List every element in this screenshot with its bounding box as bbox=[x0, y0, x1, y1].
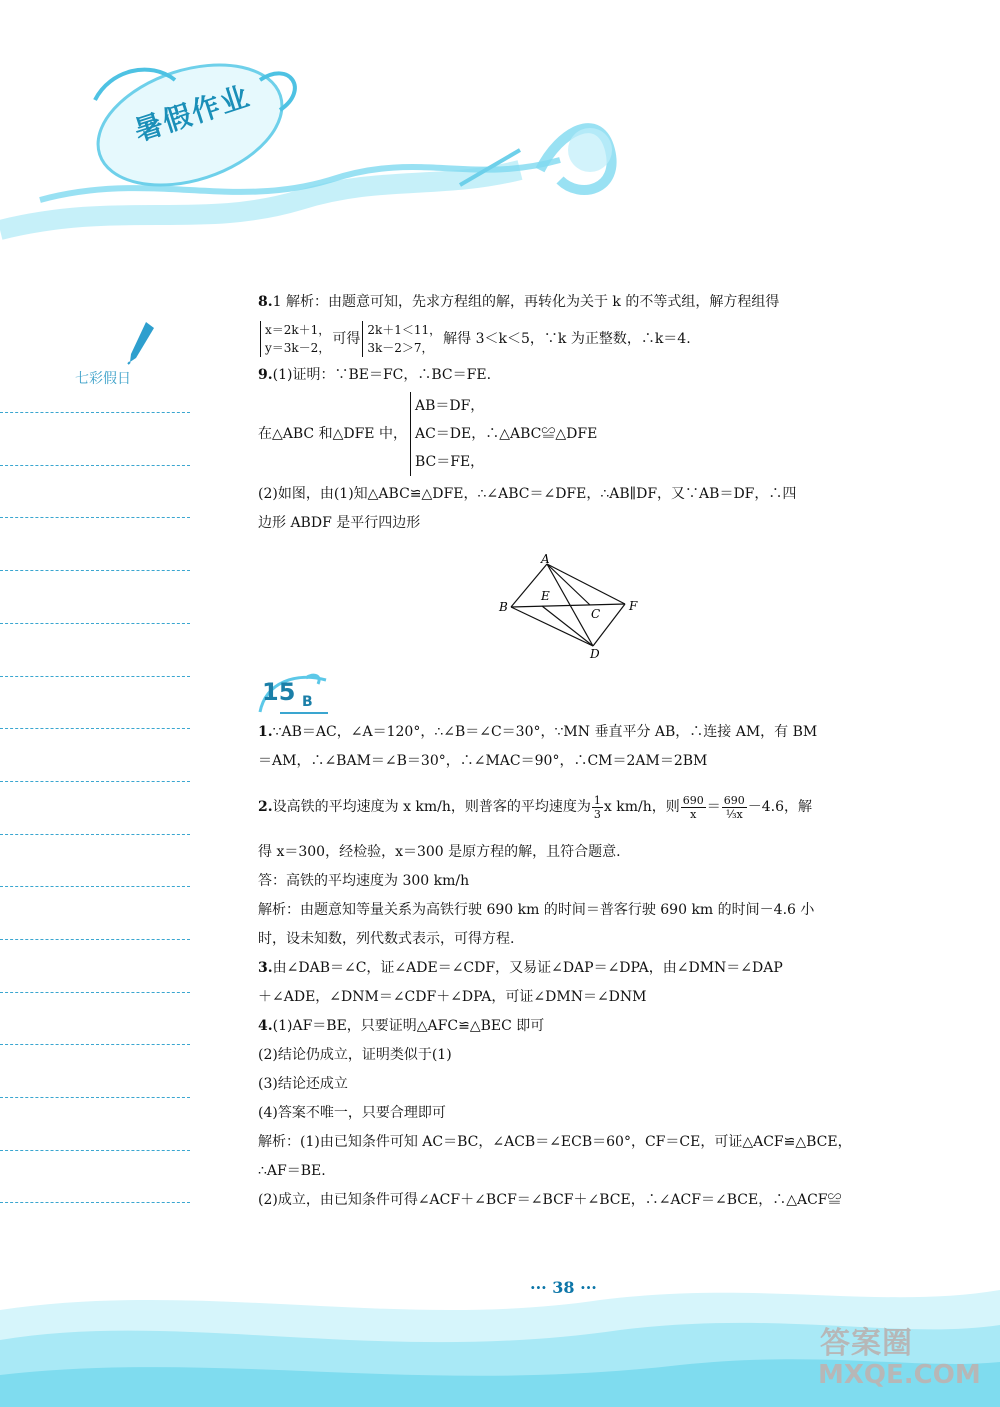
q9-part1: 9.(1)证明：∵BE＝FC，∴BC＝FE. bbox=[258, 367, 492, 383]
watermark-url: MXQE.COM bbox=[818, 1360, 981, 1390]
q8-line2: x＝2k＋1， y＝3k－2，可得2k＋1＜11， 3k－2＞7，解得 3＜k＜5，∵k 为正整数，∴k＝4. bbox=[258, 317, 886, 361]
s15-q2a: 2.设高铁的平均速度为 x km/h，则普客的平均速度为 $\frac{1}{3}$ x km/h，则 $\frac{690}{x}$ ＝ $\frac{690}{\text{⅓x}}$ －4.6，解 bbox=[258, 793, 813, 821]
note-line bbox=[0, 939, 190, 940]
sidebar-label: 七彩假日 bbox=[75, 371, 131, 387]
s15-q4c: (3)结论还成立 bbox=[258, 1076, 348, 1092]
note-line bbox=[0, 781, 190, 782]
note-line bbox=[0, 465, 190, 466]
s15-q4a: 4.(1)AF＝BE，只要证明△AFC≌△BEC 即可 bbox=[258, 1018, 545, 1034]
s15-q2b: 得 x＝300，经检验，x＝300 是原方程的解，且符合题意. bbox=[258, 844, 621, 860]
note-line bbox=[0, 570, 190, 571]
section-underline bbox=[280, 712, 328, 714]
section-15-content bbox=[258, 718, 886, 1215]
pen-icon bbox=[126, 320, 156, 365]
fraction-690-third-x: $\frac{690}{\text{⅓x}}$ bbox=[723, 793, 745, 821]
watermark-logo: 答案圈 bbox=[820, 1326, 913, 1361]
note-line bbox=[0, 728, 190, 729]
section-number: 15 bbox=[262, 678, 296, 706]
note-line bbox=[0, 992, 190, 993]
vertex-label-b: B bbox=[499, 600, 508, 614]
s15-q4d: (4)答案不唯一，只要合理即可 bbox=[258, 1105, 446, 1121]
s15-q2c: 答：高铁的平均速度为 300 km/h bbox=[258, 873, 470, 889]
note-line bbox=[0, 676, 190, 677]
q9-part2a: (2)如图，由(1)知△ABC≌△DFE，∴∠ABC＝∠DFE，∴AB∥DF，又∵AB＝DF，∴四 bbox=[258, 486, 797, 502]
note-line bbox=[0, 834, 190, 835]
condition-brace: AB＝DF， AC＝DE，∴△ABC≌△DFE BC＝FE， bbox=[410, 392, 597, 476]
note-line bbox=[0, 1044, 190, 1045]
vertex-label-d: D bbox=[590, 647, 600, 660]
s15-q3b: ＋∠ADE，∠DNM＝∠CDF＋∠DPA，可证∠DMN＝∠DNM bbox=[258, 989, 647, 1005]
vertex-label-f: F bbox=[629, 599, 638, 613]
s15-q4e: 解析：(1)由已知条件可知 AC＝BC，∠ACB＝∠ECB＝60°，CF＝CE，可证△ACF≌△BCE， bbox=[258, 1134, 852, 1150]
note-line bbox=[0, 517, 190, 518]
s15-q4g: (2)成立，由已知条件可得∠ACF＋∠BCF＝∠BCF＋∠BCE，∴∠ACF＝∠BCE，∴△ACF≌ bbox=[258, 1192, 842, 1208]
answer-content bbox=[258, 288, 886, 538]
note-line bbox=[0, 1202, 190, 1203]
banner-title: 暑假作业 bbox=[130, 79, 255, 148]
fraction-one-third: $\frac{1}{3}$ bbox=[593, 793, 601, 821]
vertex-label-a: A bbox=[541, 552, 550, 566]
note-line bbox=[0, 886, 190, 887]
vertex-label-e: E bbox=[541, 589, 550, 603]
s15-q2d: 解析：由题意知等量关系为高铁行驶 690 km 的时间＝普客行驶 690 km 的时间－4.6 小 bbox=[258, 902, 815, 918]
q8-line1: 8.1 解析：由题意可知，先求方程组的解，再转化为关于 k 的不等式组，解方程组得 bbox=[258, 294, 780, 310]
s15-q4b: (2)结论仍成立，证明类似于(1) bbox=[258, 1047, 452, 1063]
inequality-system: 2k＋1＜11， 3k－2＞7， bbox=[362, 321, 441, 357]
s15-q2e: 时，设未知数，列代数式表示，可得方程. bbox=[258, 931, 515, 947]
note-line bbox=[0, 1150, 190, 1151]
s15-q4f: ∴AF＝BE. bbox=[258, 1163, 326, 1179]
q9-congruence: 在△ABC 和△DFE 中，AB＝DF， AC＝DE，∴△ABC≌△DFE BC＝FE， bbox=[258, 392, 886, 476]
fraction-690-x: $\frac{690}{x}$ bbox=[682, 793, 704, 821]
s15-q1a: 1.∵AB＝AC，∠A＝120°，∴∠B＝∠C＝30°，∵MN 垂直平分 AB，∴连接 AM，有 BM bbox=[258, 724, 818, 740]
vertex-label-c: C bbox=[591, 607, 601, 621]
page-number: ··· 38 ··· bbox=[530, 1278, 597, 1297]
note-line bbox=[0, 1097, 190, 1098]
equation-system-1: x＝2k＋1， y＝3k－2， bbox=[260, 321, 330, 357]
s15-q3a: 3.由∠DAB＝∠C，证∠ADE＝∠CDF，又易证∠DAP＝∠DPA，由∠DMN＝∠DAP bbox=[258, 960, 783, 976]
s15-q1b: ＝AM，∴∠BAM＝∠B＝30°，∴∠MAC＝90°，∴CM＝2AM＝2BM bbox=[258, 753, 708, 769]
parallelogram-figure bbox=[495, 552, 645, 660]
note-line bbox=[0, 623, 190, 624]
section-letter: B bbox=[302, 694, 313, 710]
q9-part2b: 边形 ABDF 是平行四边形 bbox=[258, 515, 421, 531]
note-line bbox=[0, 412, 190, 413]
